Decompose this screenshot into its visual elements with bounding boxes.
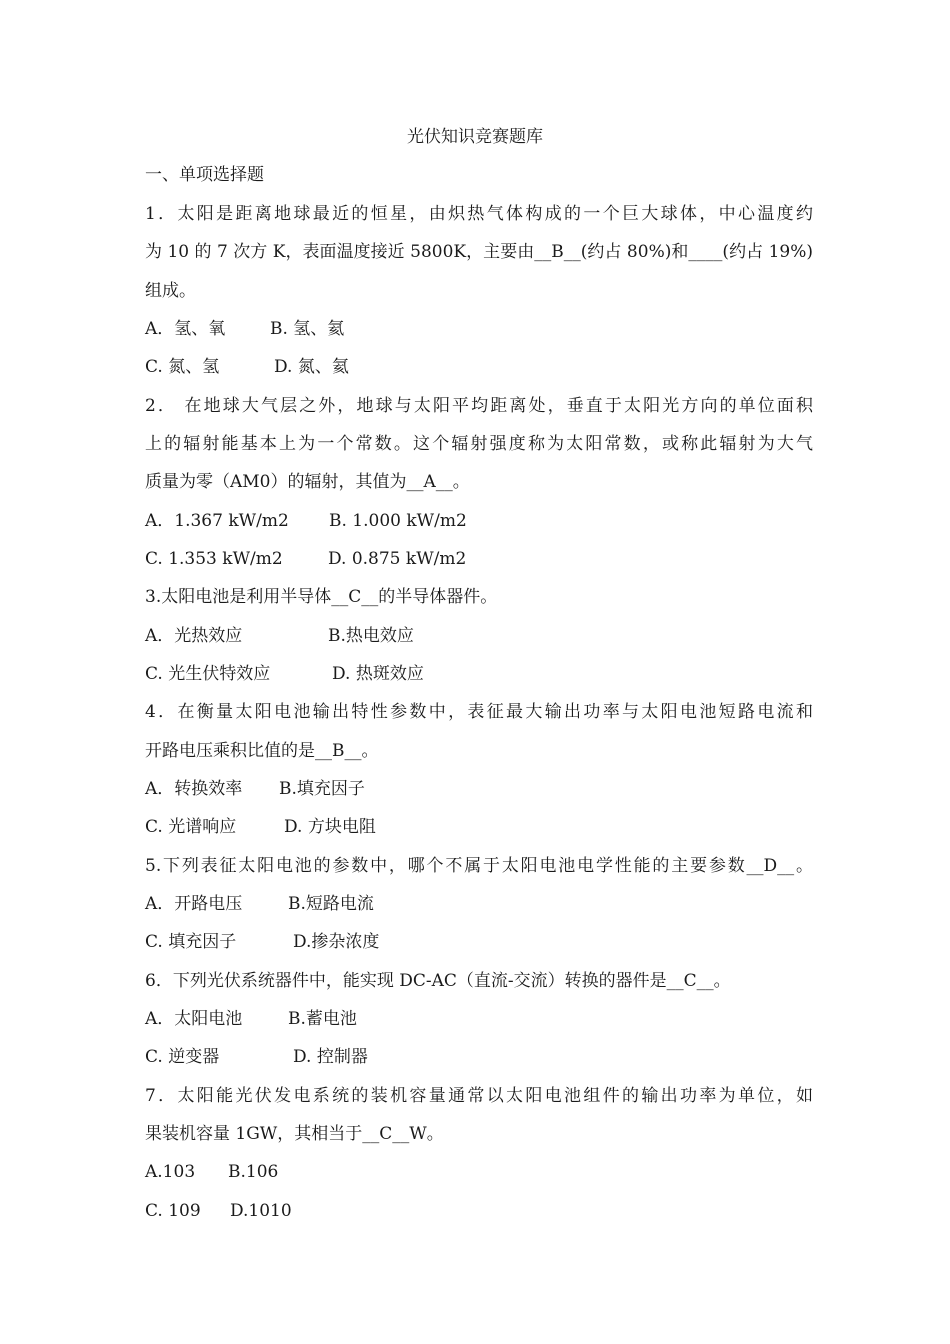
- section-heading: 一、单项选择题: [145, 165, 264, 185]
- option-a: A．转换效率: [145, 779, 243, 799]
- question-text-line: 3.太阳电池是利用半导体__C__的半导体器件。: [145, 587, 498, 607]
- option-c: C. 1.353 kW/m2: [145, 549, 283, 569]
- option-b: B. 氢、氦: [270, 319, 345, 339]
- option-b: B. 1.000 kW/m2: [329, 511, 467, 531]
- question-text-line: 质量为零（AM0）的辐射，其值为__A__。: [145, 472, 470, 492]
- question-text-line: 5.下列表征太阳电池的参数中，哪个不属于太阳电池电学性能的主要参数__D__。: [145, 856, 813, 876]
- option-a: A.103: [145, 1162, 196, 1182]
- question-text-line: 上的辐射能基本上为一个常数。这个辐射强度称为太阳常数，或称此辐射为大气: [145, 434, 813, 454]
- option-c: C. 氮、氢: [145, 357, 220, 377]
- option-b: B.填充因子: [279, 779, 365, 799]
- option-d: D. 热斑效应: [332, 664, 424, 684]
- option-a: A．开路电压: [145, 894, 243, 914]
- option-d: D. 氮、氦: [274, 357, 349, 377]
- option-d: D.掺杂浓度: [293, 932, 380, 952]
- question-text-line: 果装机容量 1GW，其相当于__C__W。: [145, 1124, 444, 1144]
- option-a: A．光热效应: [145, 626, 243, 646]
- question-text-line: 2． 在地球大气层之外，地球与太阳平均距离处，垂直于太阳光方向的单位面积: [145, 396, 813, 416]
- document-title: 光伏知识竞赛题库: [407, 127, 543, 147]
- question-text-line: 6．下列光伏系统器件中，能实现 DC-AC（直流-交流）转换的器件是__C__。: [145, 971, 731, 991]
- option-c: C. 填充因子: [145, 932, 237, 952]
- question-text-line: 为 10 的 7 次方 K，表面温度接近 5800K，主要由__B__(约占 80%)和____(约占 19%): [145, 242, 813, 262]
- question-text-line: 7．太阳能光伏发电系统的装机容量通常以太阳电池组件的输出功率为单位，如: [145, 1086, 813, 1106]
- option-a: A．1.367 kW/m2: [145, 511, 289, 531]
- question-text-line: 1．太阳是距离地球最近的恒星，由炽热气体构成的一个巨大球体，中心温度约: [145, 204, 813, 224]
- question-text-line: 开路电压乘积比值的是__B__。: [145, 741, 379, 761]
- option-c: C. 光生伏特效应: [145, 664, 271, 684]
- option-a: A．太阳电池: [145, 1009, 243, 1029]
- option-d: D. 方块电阻: [284, 817, 376, 837]
- option-c: C. 逆变器: [145, 1047, 220, 1067]
- option-b: B.蓄电池: [288, 1009, 357, 1029]
- option-a: A．氢、氧: [145, 319, 226, 339]
- option-d: D. 0.875 kW/m2: [328, 549, 467, 569]
- option-b: B.短路电流: [288, 894, 374, 914]
- option-c: C. 光谱响应: [145, 817, 237, 837]
- option-d: D.1010: [230, 1201, 292, 1221]
- option-c: C. 109: [145, 1201, 201, 1221]
- question-text-line: 4．在衡量太阳电池输出特性参数中，表征最大输出功率与太阳电池短路电流和: [145, 702, 813, 722]
- option-b: B.热电效应: [328, 626, 414, 646]
- option-b: B.106: [228, 1162, 279, 1182]
- question-text-line: 组成。: [145, 281, 196, 301]
- option-d: D. 控制器: [293, 1047, 368, 1067]
